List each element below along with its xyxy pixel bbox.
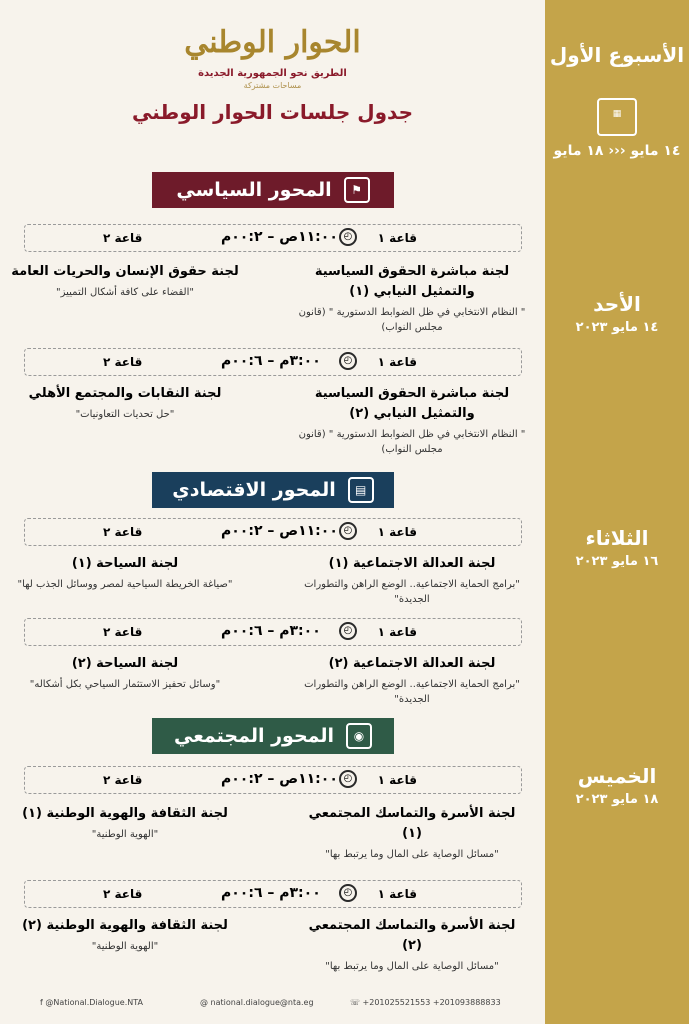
time-range: ٣:٠٠م – ٠٠:٦م [221,885,321,901]
day-date: ١٤ مايو ٢٠٢٣ [575,320,659,335]
hall-right: قاعة ١ [377,231,417,245]
session-left [10,262,240,300]
hall-right: قاعة ١ [377,887,417,901]
political-icon: ⚑ [344,177,370,203]
economy-icon: ▤ [348,477,374,503]
hall-left: قاعة ٢ [103,887,143,901]
hall-right: قاعة ١ [377,525,417,539]
session-right [297,262,527,335]
session-topic: "حل تحديات التعاونيات" [75,409,175,420]
time-range: ١١:٠٠ص – ٠٠:٢م [221,523,338,539]
session-topic: "برامج الحماية الاجتماعية.. الوضع الراهن والتطورات الجديدة" [304,579,520,605]
time-slot [24,348,522,376]
hall-left: قاعة ٢ [103,525,143,539]
session-topic: "مسائل الوصاية على المال وما يرتبط بها" [325,961,499,972]
range-end: ١٨ مايو [553,143,604,159]
time-range: ٣:٠٠م – ٠٠:٦م [221,353,321,369]
axis-economic [152,472,394,508]
committee-name: لجنة النقابات والمجتمع الأهلي [28,386,222,401]
week-label: الأسبوع الأول [549,43,685,67]
hall-right: قاعة ١ [377,773,417,787]
committee-name: لجنة الأسرة والتماسك المجتمعي (٢) [308,918,516,953]
range-start: ١٤ مايو [630,143,681,159]
time-slot [24,518,522,546]
session-topic: "صياغة الخريطة السياحية لمصر ووسائل الجذب لها" [17,579,233,590]
committee-name: لجنة الثقافة والهوية الوطنية (١) [22,806,228,821]
session-topic: " النظام الانتخابي في ظل الضوابط الدستورية " (قانون مجلس النواب) [298,429,526,455]
committee-name: لجنة العدالة الاجتماعية (١) [328,556,496,571]
session-right [297,554,527,607]
session-topic: "وسائل تحفيز الاستثمار السياحي بكل أشكاله" [29,679,221,690]
range-arrow: ‹‹‹ [603,143,626,159]
time-slot [24,224,522,252]
community-icon: ◉ [346,723,372,749]
session-topic: "القضاء على كافة أشكال التمييز" [56,287,194,298]
session-left [10,554,240,592]
logo-tagline-secondary: مساحات مشتركة [243,81,302,90]
hall-right: قاعة ١ [377,355,417,369]
session-topic: "برامج الحماية الاجتماعية.. الوضع الراهن والتطورات الجديدة" [304,679,520,705]
session-left [10,804,240,842]
session-topic: "مسائل الوصاية على المال وما يرتبط بها" [325,849,499,860]
clock-icon: ◴ [339,770,357,788]
week-range [545,142,689,160]
logo: الحوار الوطني [184,25,361,60]
committee-name: لجنة العدالة الاجتماعية (٢) [328,656,496,671]
clock-icon: ◴ [339,228,357,246]
committee-name: لجنة مباشرة الحقوق السياسية والتمثيل النيابي (٢) [314,386,510,421]
committee-name: لجنة السياحة (١) [71,556,179,571]
time-range: ١١:٠٠ص – ٠٠:٢م [221,771,338,787]
committee-name: لجنة الثقافة والهوية الوطنية (٢) [22,918,228,933]
phone-numbers: ☏ +201025521553 +201093888833 [350,998,501,1007]
time-range: ٣:٠٠م – ٠٠:٦م [221,623,321,639]
clock-icon: ◴ [339,522,357,540]
day-date: ١٨ مايو ٢٠٢٣ [575,792,659,807]
day-sunday [545,292,689,335]
session-topic: " النظام الانتخابي في ظل الضوابط الدستورية " (قانون مجلس النواب) [298,307,526,333]
day-name: الأحد [593,292,641,316]
session-right [297,916,527,974]
day-thursday [545,764,689,807]
page-title: جدول جلسات الحوار الوطني [131,100,413,124]
day-name: الخميس [577,764,657,788]
hall-left: قاعة ٢ [103,231,143,245]
axis-label: المحور السياسي [176,179,332,201]
facebook-link[interactable]: f @National.Dialogue.NTA [40,998,143,1007]
session-left [10,916,240,954]
calendar-icon: ▦ [597,98,637,136]
logo-tagline: الطريق نحو الجمهورية الجديدة [198,68,347,79]
committee-name: لجنة الأسرة والتماسك المجتمعي (١) [308,806,516,841]
committee-name: لجنة السياحة (٢) [71,656,179,671]
session-right [297,804,527,862]
axis-political [152,172,394,208]
session-topic: "الهوية الوطنية" [91,829,159,840]
clock-icon: ◴ [339,884,357,902]
sidebar [545,0,689,1024]
day-name: الثلاثاء [585,526,649,550]
time-slot [24,766,522,794]
axis-label: المحور الاقتصادي [172,479,336,501]
axis-social [152,718,394,754]
header [0,20,545,124]
session-right [297,384,527,457]
session-left [10,654,240,692]
time-slot [24,618,522,646]
committee-name: لجنة مباشرة الحقوق السياسية والتمثيل النيابي (١) [314,264,510,299]
session-right [297,654,527,707]
hall-right: قاعة ١ [377,625,417,639]
time-range: ١١:٠٠ص – ٠٠:٢م [221,229,338,245]
session-left [10,384,240,422]
hall-left: قاعة ٢ [103,625,143,639]
axis-label: المحور المجتمعي [173,725,335,747]
clock-icon: ◴ [339,622,357,640]
clock-icon: ◴ [339,352,357,370]
committee-name: لجنة حقوق الإنسان والحريات العامة [11,264,239,279]
session-topic: "الهوية الوطنية" [91,941,159,952]
hall-left: قاعة ٢ [103,773,143,787]
day-date: ١٦ مايو ٢٠٢٣ [575,554,659,569]
time-slot [24,880,522,908]
hall-left: قاعة ٢ [103,355,143,369]
day-tuesday [545,526,689,569]
email-link[interactable]: @ national.dialogue@nta.eg [200,998,314,1007]
